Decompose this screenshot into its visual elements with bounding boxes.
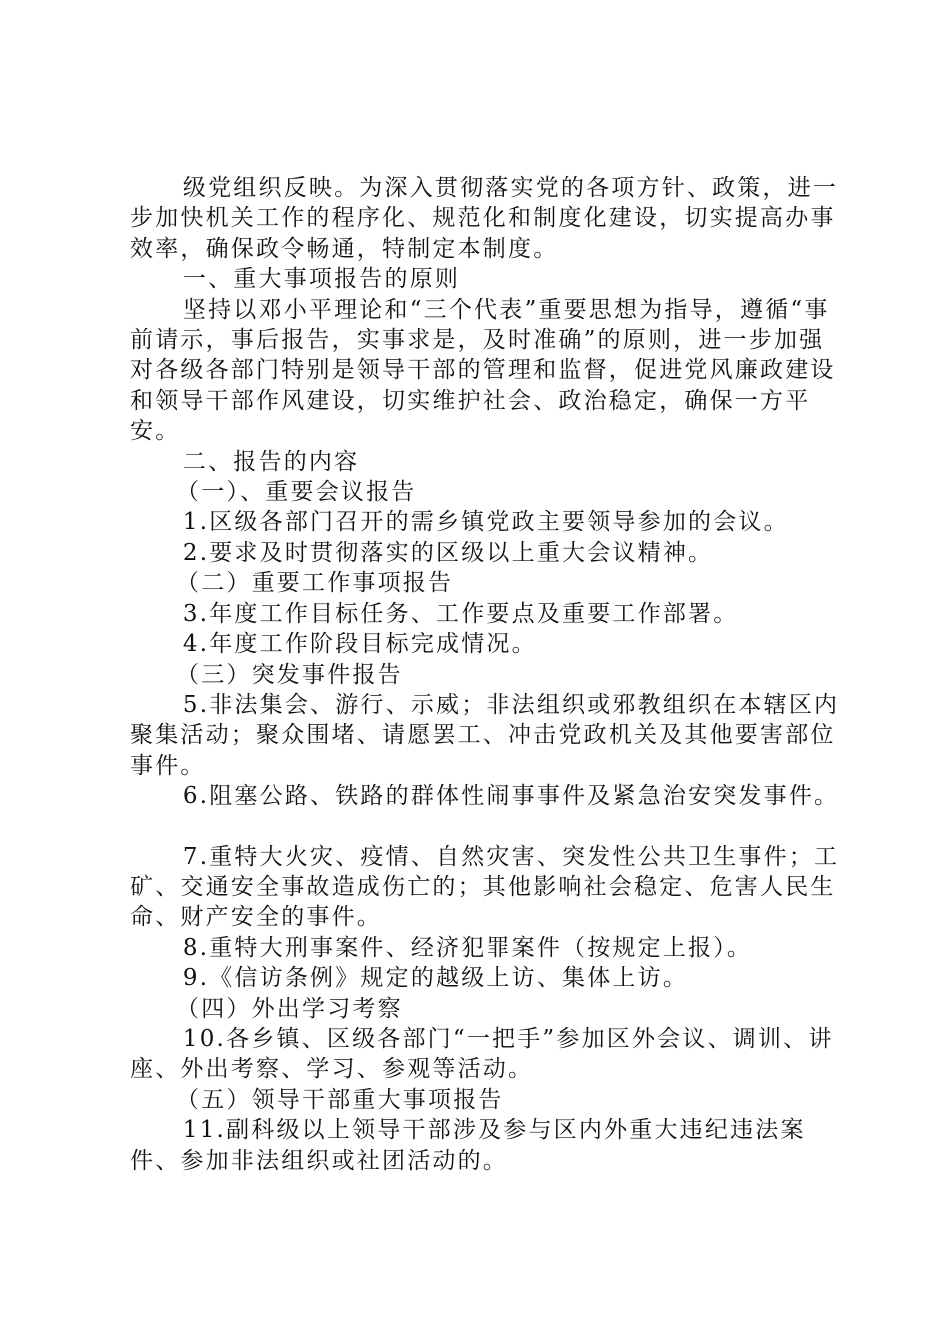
list-item-8: 8.重特大刑事案件、经济犯罪案件（按规定上报）。 [182, 934, 753, 961]
paragraph-intro: 级党组织反映。为深入贯彻落实党的各项方针、政策，进一步加快机关工作的程序化、规范化和制度化建设，切实提高办事效率，确保政令畅通，特制定本制度。 [130, 175, 839, 262]
list-item-9: 9.《信访条例》规定的越级上访、集体上访。 [182, 965, 689, 992]
list-item-7: 7.重特大火灾、疫情、自然灾害、突发性公共卫生事件；工矿、交通安全事故造成伤亡的；其他影响社会稳定、危害人民生命、财产安全的事件。 [130, 843, 840, 931]
subsection-heading-study-tours: （四）外出学习考察 [176, 995, 403, 1022]
paragraph-gap [130, 812, 842, 842]
paragraph-principles: 坚持以邓小平理论和“三个代表”重要思想为指导，遵循“事前请示，事后报告，实事求是，及时准确”的原则，进一步加强对各级各部门特别是领导干部的管理和监督，促进党风廉政建设和领导干部作风建设，切实维护社会、政治稳定，确保一方平安。 [130, 296, 836, 445]
list-item-11: 11.副科级以上领导干部涉及参与区内外重大违纪违法案件、参加非法组织或社团活动的。 [130, 1117, 806, 1174]
list-item-4: 4.年度工作阶段目标完成情况。 [182, 631, 537, 658]
list-item-3: 3.年度工作目标任务、工作要点及重要工作部署。 [182, 600, 739, 627]
subsection-heading-work-items: （二）重要工作事项报告 [176, 570, 454, 597]
document-body [130, 173, 842, 1176]
subsection-heading-leader-matters: （五）领导干部重大事项报告 [176, 1086, 504, 1113]
list-item-5: 5.非法集会、游行、示威；非法组织或邪教组织在本辖区内聚集活动；聚众围堵、请愿罢工、冲击党政机关及其他要害部位事件。 [130, 691, 840, 779]
list-item-2: 2.要求及时贯彻落实的区级以上重大会议精神。 [182, 539, 714, 566]
section-heading-content: 二、报告的内容 [182, 448, 360, 475]
list-item-1: 1.区级各部门召开的需乡镇党政主要领导参加的会议。 [182, 509, 789, 536]
section-heading-principles: 一、重大事项报告的原则 [182, 266, 461, 293]
subsection-heading-meetings: （一）、重要会议报告 [176, 479, 417, 506]
subsection-heading-emergencies: （三）突发事件报告 [176, 661, 403, 688]
list-item-10: 10.各乡镇、区级各部门“一把手”参加区外会议、调训、讲座、外出考察、学习、参观等活动。 [130, 1025, 834, 1083]
list-item-6: 6.阻塞公路、铁路的群体性闹事事件及紧急治安突发事件。 [182, 783, 840, 810]
